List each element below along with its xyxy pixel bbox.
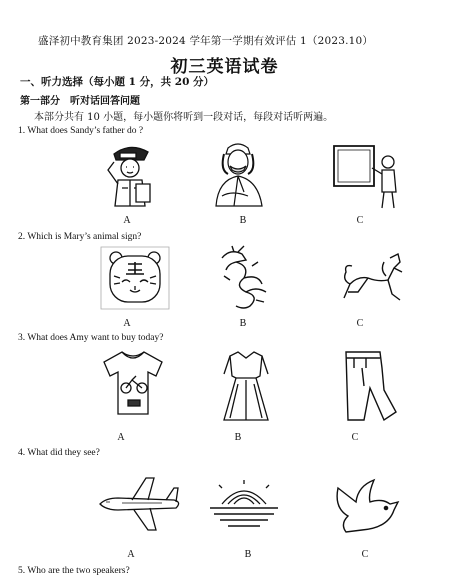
instructions: 本部分共有 10 小题，每小题你将听到一段对话，每段对话听两遍。 (34, 112, 334, 123)
horse-icon (340, 252, 406, 304)
question-2: 2. Which is Mary’s animal sign? (18, 232, 142, 242)
option-1b[interactable]: B (239, 215, 247, 226)
option-2c[interactable]: C (356, 318, 364, 329)
part-heading: 第一部分 听对话回答问题 (20, 96, 140, 107)
option-4c[interactable]: C (361, 549, 369, 560)
question-5: 5. Who are the two speakers? (18, 566, 130, 576)
tiger-icon (100, 246, 170, 310)
bird-icon (328, 478, 402, 534)
airplane-icon (98, 476, 184, 532)
teacher-icon (332, 142, 408, 210)
option-1a[interactable]: A (123, 215, 131, 226)
trousers-icon (340, 350, 398, 422)
t-shirt-icon (102, 350, 164, 416)
policeman-icon (100, 140, 160, 210)
option-3a[interactable]: A (117, 432, 125, 443)
option-2b[interactable]: B (239, 318, 247, 329)
option-1c[interactable]: C (356, 215, 364, 226)
sunrise-icon (208, 480, 280, 528)
page-title: 初三英语试卷 (170, 57, 279, 77)
question-4: 4. What did they see? (18, 448, 100, 458)
dragon-icon (216, 246, 272, 310)
dress-icon (220, 350, 272, 422)
option-4b[interactable]: B (244, 549, 252, 560)
option-2a[interactable]: A (123, 318, 131, 329)
question-3: 3. What does Amy want to buy today? (18, 333, 164, 343)
nurse-icon (208, 140, 270, 210)
option-4a[interactable]: A (127, 549, 135, 560)
option-3b[interactable]: B (234, 432, 242, 443)
section-heading: 一、听力选择（每小题 1 分，共 20 分） (20, 76, 215, 88)
option-3c[interactable]: C (351, 432, 359, 443)
exam-header: 盛泽初中教育集团 2023-2024 学年第一学期有效评估 1（2023.10） (38, 35, 374, 47)
question-1: 1. What does Sandy’s father do ? (18, 126, 144, 136)
